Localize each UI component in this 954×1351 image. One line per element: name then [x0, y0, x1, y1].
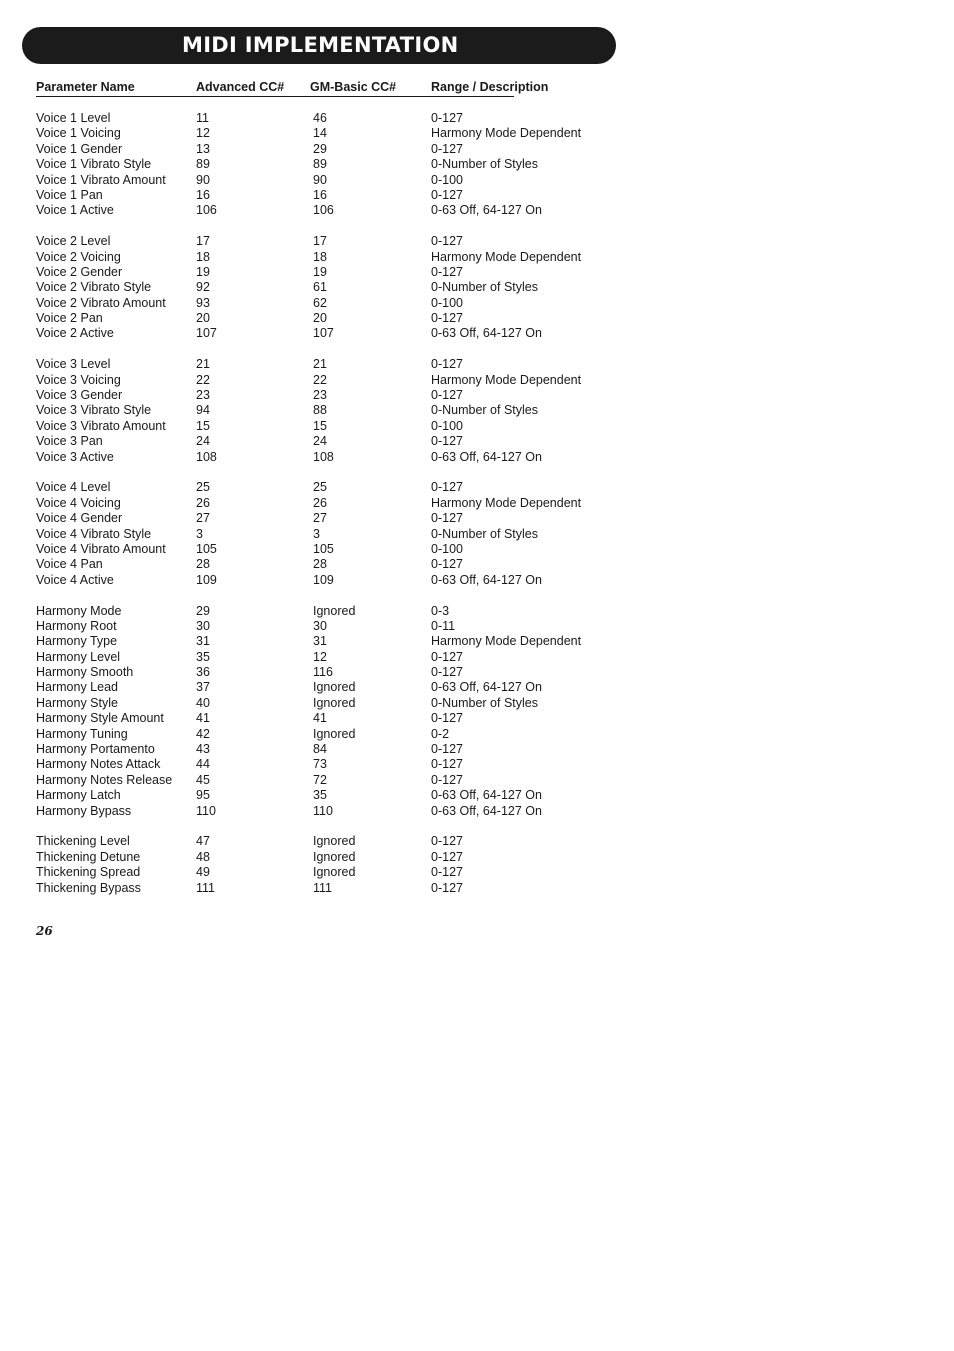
cell-gm-basic-cc: Ignored	[313, 695, 356, 710]
cell-gm-basic-cc: 108	[313, 449, 334, 464]
cell-parameter-name: Voice 2 Vibrato Style	[36, 280, 152, 295]
cell-parameter-name: Harmony Portamento	[36, 742, 155, 757]
cell-advanced-cc: 48	[196, 849, 210, 864]
cell-parameter-name: Voice 3 Gender	[36, 388, 123, 403]
table-row	[36, 357, 636, 372]
cell-advanced-cc: 42	[196, 726, 210, 741]
cell-parameter-name: Voice 1 Pan	[36, 187, 103, 202]
cell-parameter-name: Harmony Tuning	[36, 726, 128, 741]
cell-gm-basic-cc: 27	[313, 511, 327, 526]
cell-advanced-cc: 18	[196, 249, 210, 264]
cell-parameter-name: Voice 1 Gender	[36, 141, 123, 156]
cell-gm-basic-cc: 107	[313, 326, 334, 341]
cell-gm-basic-cc: 20	[313, 311, 327, 326]
cell-gm-basic-cc: 41	[313, 711, 327, 726]
table-row	[36, 696, 636, 711]
cell-gm-basic-cc: 29	[313, 141, 327, 156]
table-row	[36, 619, 636, 634]
cell-range-description: 0-127	[431, 388, 463, 403]
cell-range-description: 0-127	[431, 665, 463, 680]
table-row	[36, 188, 636, 203]
table-row	[36, 480, 636, 495]
cell-advanced-cc: 90	[196, 172, 210, 187]
table-row	[36, 757, 636, 772]
cell-parameter-name: Harmony Style Amount	[36, 711, 164, 726]
cell-parameter-name: Voice 3 Level	[36, 357, 111, 372]
cell-parameter-name: Harmony Level	[36, 649, 121, 664]
table-row	[36, 850, 636, 865]
cell-advanced-cc: 107	[196, 326, 217, 341]
cell-parameter-name: Harmony Style	[36, 695, 118, 710]
cell-range-description: 0-127	[431, 880, 463, 895]
cell-advanced-cc: 30	[196, 618, 210, 633]
cell-range-description: 0-127	[431, 111, 463, 125]
cell-parameter-name: Voice 1 Vibrato Style	[36, 157, 152, 172]
table-row	[36, 203, 636, 218]
table-row	[36, 865, 636, 880]
cell-gm-basic-cc: Ignored	[313, 726, 356, 741]
cell-advanced-cc: 106	[196, 203, 217, 218]
cell-range-description: 0-100	[431, 172, 463, 187]
cell-range-description: 0-63 Off, 64-127 On	[431, 680, 542, 695]
table-row	[36, 711, 636, 726]
table-row	[36, 403, 636, 418]
cell-parameter-name: Voice 2 Level	[36, 234, 111, 249]
cell-range-description: 0-63 Off, 64-127 On	[431, 203, 542, 218]
cell-advanced-cc: 110	[196, 803, 216, 818]
cell-range-description: 0-127	[431, 649, 463, 664]
page-number: 26	[36, 924, 53, 938]
cell-range-description: 0-127	[431, 264, 463, 279]
cell-parameter-name: Voice 2 Active	[36, 326, 114, 341]
cell-advanced-cc: 25	[196, 480, 210, 495]
cell-range-description: 0-63 Off, 64-127 On	[431, 572, 542, 587]
cell-parameter-name: Voice 4 Pan	[36, 557, 103, 572]
cell-advanced-cc: 105	[196, 541, 217, 556]
page-title: MIDI IMPLEMENTATION	[182, 33, 459, 57]
cell-parameter-name: Voice 3 Voicing	[36, 372, 121, 387]
cell-parameter-name: Thickening Detune	[36, 849, 141, 864]
cell-gm-basic-cc: 23	[313, 388, 327, 403]
cell-range-description: 0-100	[431, 295, 463, 310]
cell-parameter-name: Voice 4 Gender	[36, 511, 123, 526]
cell-advanced-cc: 44	[196, 757, 210, 772]
cell-range-description: 0-2	[431, 726, 450, 741]
cell-gm-basic-cc: 72	[313, 772, 327, 787]
cell-gm-basic-cc: 31	[313, 634, 327, 649]
cell-range-description: Harmony Mode Dependent	[431, 634, 582, 649]
cell-advanced-cc: 37	[196, 680, 210, 695]
cell-advanced-cc: 43	[196, 742, 210, 757]
cell-parameter-name: Voice 1 Active	[36, 203, 114, 218]
table-row	[36, 773, 636, 788]
cell-gm-basic-cc: 18	[313, 249, 327, 264]
cell-range-description: Harmony Mode Dependent	[431, 249, 582, 264]
cell-advanced-cc: 21	[196, 357, 210, 372]
cell-parameter-name: Voice 4 Vibrato Amount	[36, 541, 166, 556]
cell-range-description: 0-127	[431, 557, 463, 572]
cell-advanced-cc: 3	[196, 526, 203, 541]
cell-advanced-cc: 40	[196, 695, 210, 710]
cell-advanced-cc: 94	[196, 403, 210, 418]
cell-range-description: 0-Number of Styles	[431, 403, 538, 418]
cell-advanced-cc: 45	[196, 772, 210, 787]
cell-parameter-name: Voice 3 Vibrato Style	[36, 403, 152, 418]
table-row	[36, 250, 636, 265]
cell-gm-basic-cc: 25	[313, 480, 327, 495]
table-row	[36, 173, 636, 188]
cell-range-description: 0-63 Off, 64-127 On	[431, 803, 542, 818]
cell-parameter-name: Harmony Notes Attack	[36, 757, 161, 772]
table-row	[36, 680, 636, 695]
cell-parameter-name: Voice 4 Vibrato Style	[36, 526, 152, 541]
cell-range-description: 0-127	[431, 865, 463, 880]
cell-range-description: 0-127	[431, 757, 463, 772]
cell-gm-basic-cc: Ignored	[313, 603, 356, 618]
table-row	[36, 373, 636, 388]
cell-advanced-cc: 13	[196, 141, 210, 156]
cell-gm-basic-cc: 14	[313, 126, 327, 141]
cell-range-description: 0-127	[431, 141, 463, 156]
cell-gm-basic-cc: 116	[313, 665, 333, 680]
cell-range-description: 0-127	[431, 187, 463, 202]
cell-parameter-name: Harmony Bypass	[36, 803, 132, 818]
table-row	[36, 542, 636, 557]
cell-range-description: Harmony Mode Dependent	[431, 372, 582, 387]
cell-advanced-cc: 95	[196, 788, 210, 803]
cell-advanced-cc: 109	[196, 572, 217, 587]
cell-gm-basic-cc: 73	[313, 757, 327, 772]
cell-gm-basic-cc: 21	[313, 357, 327, 372]
table-row	[36, 727, 636, 742]
cell-gm-basic-cc: Ignored	[313, 849, 356, 864]
table-row	[36, 111, 636, 126]
cell-gm-basic-cc: 84	[313, 742, 327, 757]
cell-advanced-cc: 111	[196, 880, 216, 895]
cell-range-description: 0-Number of Styles	[431, 280, 538, 295]
cell-parameter-name: Voice 3 Pan	[36, 434, 103, 449]
cell-range-description: 0-127	[431, 711, 463, 726]
cell-parameter-name: Voice 1 Level	[36, 111, 111, 125]
cell-gm-basic-cc: 62	[313, 295, 327, 310]
cell-range-description: 0-100	[431, 418, 463, 433]
header-range-description: Range / Description	[431, 80, 549, 94]
cell-gm-basic-cc: 90	[313, 172, 327, 187]
cell-range-description: 0-127	[431, 772, 463, 787]
cell-range-description: 0-63 Off, 64-127 On	[431, 449, 542, 464]
cell-range-description: 0-3	[431, 603, 450, 618]
cell-gm-basic-cc: 46	[313, 111, 327, 125]
cell-advanced-cc: 93	[196, 295, 210, 310]
cell-parameter-name: Thickening Bypass	[36, 880, 141, 895]
cell-gm-basic-cc: 22	[313, 372, 327, 387]
cell-parameter-name: Voice 2 Voicing	[36, 249, 121, 264]
header-gm-basic-cc: GM-Basic CC#	[310, 80, 397, 94]
cell-advanced-cc: 27	[196, 511, 210, 526]
cell-gm-basic-cc: 110	[313, 803, 333, 818]
table-row	[36, 804, 636, 819]
cell-parameter-name: Voice 2 Pan	[36, 311, 103, 326]
table-row	[36, 326, 636, 341]
cell-range-description: 0-100	[431, 541, 463, 556]
cell-parameter-name: Voice 2 Gender	[36, 264, 123, 279]
table-row	[36, 511, 636, 526]
parameter-group	[36, 357, 636, 465]
table-row	[36, 604, 636, 619]
table-row	[36, 234, 636, 249]
cell-advanced-cc: 12	[196, 126, 210, 141]
table-header	[36, 80, 636, 96]
table-row	[36, 834, 636, 849]
cell-parameter-name: Voice 4 Active	[36, 572, 114, 587]
cell-gm-basic-cc: 26	[313, 495, 327, 510]
cell-gm-basic-cc: 89	[313, 157, 327, 172]
table-row	[36, 419, 636, 434]
cell-advanced-cc: 92	[196, 280, 210, 295]
cell-parameter-name: Thickening Level	[36, 834, 130, 849]
cell-gm-basic-cc: Ignored	[313, 834, 356, 849]
cell-range-description: 0-127	[431, 742, 463, 757]
table-row	[36, 311, 636, 326]
section-banner	[22, 27, 616, 64]
cell-advanced-cc: 15	[196, 418, 210, 433]
table-row	[36, 881, 636, 896]
cell-parameter-name: Harmony Mode	[36, 603, 122, 618]
header-parameter-name: Parameter Name	[36, 80, 135, 94]
cell-advanced-cc: 17	[196, 234, 210, 249]
table-row	[36, 265, 636, 280]
cell-range-description: 0-127	[431, 511, 463, 526]
table-row	[36, 450, 636, 465]
cell-parameter-name: Voice 1 Voicing	[36, 126, 121, 141]
parameter-group	[36, 480, 636, 588]
cell-parameter-name: Voice 3 Vibrato Amount	[36, 418, 166, 433]
cell-advanced-cc: 47	[196, 834, 210, 849]
cell-range-description: 0-127	[431, 311, 463, 326]
cell-range-description: 0-127	[431, 480, 463, 495]
cell-gm-basic-cc: 111	[313, 880, 333, 895]
cell-gm-basic-cc: 19	[313, 264, 327, 279]
table-row	[36, 573, 636, 588]
cell-parameter-name: Harmony Smooth	[36, 665, 134, 680]
cell-advanced-cc: 11	[196, 111, 209, 125]
cell-gm-basic-cc: 61	[313, 280, 327, 295]
cell-gm-basic-cc: 3	[313, 526, 320, 541]
cell-advanced-cc: 49	[196, 865, 210, 880]
cell-gm-basic-cc: 17	[313, 234, 327, 249]
table-row	[36, 742, 636, 757]
cell-advanced-cc: 20	[196, 311, 210, 326]
header-advanced-cc: Advanced CC#	[196, 80, 285, 94]
table-row	[36, 434, 636, 449]
cell-advanced-cc: 24	[196, 434, 210, 449]
cell-range-description: Harmony Mode Dependent	[431, 126, 582, 141]
cell-gm-basic-cc: 105	[313, 541, 334, 556]
cell-gm-basic-cc: Ignored	[313, 680, 356, 695]
cell-range-description: 0-11	[431, 618, 456, 633]
table-row	[36, 157, 636, 172]
cell-range-description: 0-63 Off, 64-127 On	[431, 326, 542, 341]
cell-gm-basic-cc: 28	[313, 557, 327, 572]
table-row	[36, 296, 636, 311]
parameter-group	[36, 111, 636, 219]
cell-range-description: 0-Number of Styles	[431, 526, 538, 541]
cell-gm-basic-cc: 12	[313, 649, 327, 664]
cell-advanced-cc: 29	[196, 603, 210, 618]
cell-advanced-cc: 41	[196, 711, 210, 726]
cell-advanced-cc: 23	[196, 388, 210, 403]
cell-parameter-name: Harmony Type	[36, 634, 118, 649]
cell-parameter-name: Voice 2 Vibrato Amount	[36, 295, 166, 310]
cell-advanced-cc: 31	[196, 634, 210, 649]
cell-gm-basic-cc: 88	[313, 403, 327, 418]
cell-gm-basic-cc: Ignored	[313, 865, 356, 880]
cell-parameter-name: Thickening Spread	[36, 865, 141, 880]
table-row	[36, 280, 636, 295]
parameter-group	[36, 234, 636, 342]
cell-parameter-name: Voice 4 Level	[36, 480, 111, 495]
cell-advanced-cc: 89	[196, 157, 210, 172]
cell-parameter-name: Harmony Latch	[36, 788, 121, 803]
cell-range-description: 0-127	[431, 834, 463, 849]
cell-gm-basic-cc: 109	[313, 572, 334, 587]
cell-range-description: 0-Number of Styles	[431, 695, 538, 710]
cell-gm-basic-cc: 15	[313, 418, 327, 433]
table-row	[36, 788, 636, 803]
cell-range-description: 0-127	[431, 849, 463, 864]
cell-advanced-cc: 28	[196, 557, 210, 572]
cell-advanced-cc: 19	[196, 264, 210, 279]
cell-gm-basic-cc: 16	[313, 187, 327, 202]
cell-advanced-cc: 16	[196, 187, 210, 202]
cell-range-description: 0-127	[431, 434, 463, 449]
midi-cc-table	[36, 111, 636, 911]
cell-range-description: Harmony Mode Dependent	[431, 495, 582, 510]
table-row	[36, 126, 636, 141]
table-row	[36, 557, 636, 572]
cell-parameter-name: Harmony Lead	[36, 680, 118, 695]
cell-advanced-cc: 35	[196, 649, 210, 664]
cell-range-description: 0-127	[431, 234, 463, 249]
cell-parameter-name: Harmony Root	[36, 618, 117, 633]
cell-gm-basic-cc: 30	[313, 618, 327, 633]
table-row	[36, 665, 636, 680]
cell-advanced-cc: 36	[196, 665, 210, 680]
table-row	[36, 650, 636, 665]
cell-range-description: 0-127	[431, 357, 463, 372]
cell-parameter-name: Harmony Notes Release	[36, 772, 173, 787]
cell-gm-basic-cc: 35	[313, 788, 327, 803]
header-underline	[36, 96, 514, 97]
cell-advanced-cc: 26	[196, 495, 210, 510]
cell-gm-basic-cc: 24	[313, 434, 327, 449]
cell-range-description: 0-63 Off, 64-127 On	[431, 788, 542, 803]
table-row	[36, 142, 636, 157]
cell-parameter-name: Voice 1 Vibrato Amount	[36, 172, 166, 187]
cell-advanced-cc: 108	[196, 449, 217, 464]
cell-advanced-cc: 22	[196, 372, 210, 387]
table-row	[36, 527, 636, 542]
cell-gm-basic-cc: 106	[313, 203, 334, 218]
parameter-group	[36, 834, 636, 896]
parameter-group	[36, 604, 636, 819]
cell-parameter-name: Voice 3 Active	[36, 449, 114, 464]
cell-range-description: 0-Number of Styles	[431, 157, 538, 172]
cell-parameter-name: Voice 4 Voicing	[36, 495, 121, 510]
table-row	[36, 634, 636, 649]
table-row	[36, 496, 636, 511]
table-row	[36, 388, 636, 403]
